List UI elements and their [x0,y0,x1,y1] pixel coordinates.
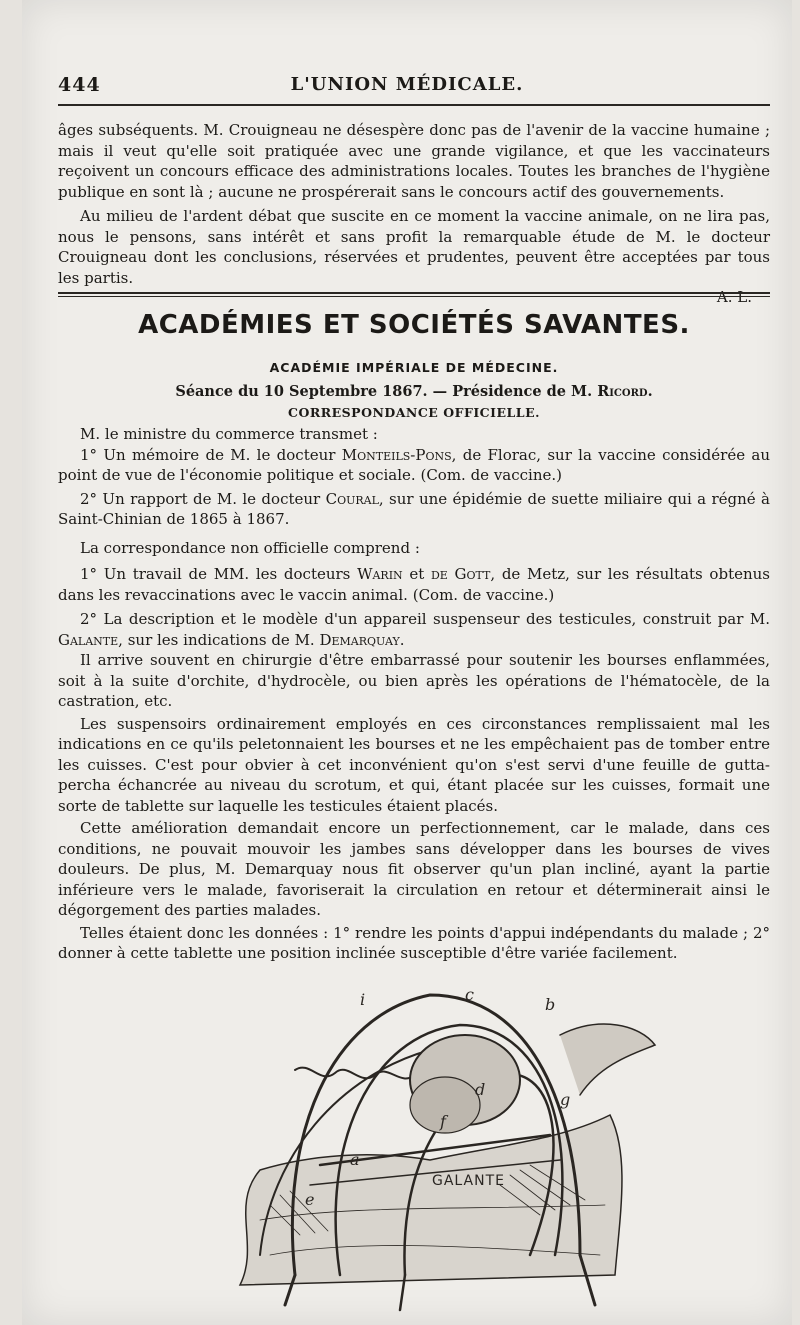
journal-title: L'UNION MÉDICALE. [290,74,524,95]
figure-letter-i: i [360,990,366,1009]
body-paragraph-1: Il arrive souvent en chirurgie d'être embarrassé pour soutenir les bourses enflammées, soit à la suite d'orchite, d'hydrocèle, ou bien après les opérations de l'hématocèle, de la castration, etc. [58,651,770,710]
item-travail: 1° Un travail de MM. les docteurs Warin et de Gott, de Metz, sur les résultats obtenus dans les revaccinations avec le vaccin animal. (Com. de vaccine.) [58,565,770,604]
item-memoire: 1° Un mémoire de M. le docteur Monteils-Pons, de Florac, sur la vaccine considérée au point de vue de l'économie politique et sociale. (Com. de vaccine.) [58,445,770,484]
figure-letter-f: f [440,1112,446,1131]
intro-text [58,120,770,306]
figure-letter-g: g [560,1090,571,1109]
body-paragraph-3: Cette amélioration demandait encore un perfectionnement, car le malade, dans ces conditions, ne pouvait mouvoir les jambes sans développer dans les bourses de vives douleurs. De plus, M. Demarquay nous fit observer qu'un plan incliné, ayant la partie inférieure vers le malade, favoriserait la circulation en retour et déterminerait ainsi le dégorgement des parties malades. [58,819,770,919]
suspensory-apparatus-illustration [200,955,660,1315]
non-official-line: La correspondance non officielle comprend : [80,538,420,557]
intro-paragraph-2: Au milieu de l'ardent débat que suscite en ce moment la vaccine animale, on ne lira pas, nous le pensons, sans intérêt et sans profit la remarquable étude de M. le docteur Crouigneau dont les conclusions, réservées et prudentes, peuvent être acceptées par tous les partis. [58,207,770,287]
item-rapport: 2° Un rapport de M. le docteur Coural, sur une épidémie de suette miliaire qui a régné à Saint-Chinian de 1865 à 1867. [58,489,770,528]
header-rule [58,104,770,106]
seance-line: Séance du 10 Septembre 1867. — Présidence de M. Ricord. [175,383,653,400]
intro-paragraph-1: âges subséquents. M. Crouigneau ne désespère donc pas de l'avenir de la vaccine humaine ; mais il veut qu'elle soit pratiquée avec une grande vigilance, et que les vaccinateurs reçoivent un concours efficace des administrations locales. Toutes les branches de l'hygiène publique en sont là ; aucune ne prospérerait sans le concours actif des gouvernements. [58,121,770,201]
minister-line: M. le ministre du commerce transmet : [80,425,378,443]
academy-name: ACADÉMIE IMPÉRIALE DE MÉDECINE. [269,360,559,375]
figure-letter-c: c [465,985,474,1004]
journal-page [22,0,792,1325]
body-paragraph-4: Telles étaient donc les données : 1° rendre les points d'appui indépendants du malade ; 2° donner à cette tablette une position inclinée susceptible d'être variée facilement. [58,923,770,962]
figure-letter-d: d [475,1080,486,1099]
figure-letter-a: a [350,1150,360,1169]
signature: A. L. [716,288,752,306]
figure-letter-e: e [305,1190,315,1209]
figure-maker-label: GALANTE [432,1173,505,1189]
item-description: 2° La description et le modèle d'un appareil suspenseur des testicules, construit par M. Galante, sur les indications de M. Demarquay. [58,610,770,649]
academy-section [58,310,770,964]
body-paragraph-2: Les suspensoirs ordinairement employés en ces circonstances remplissaient mal les indications en ce qu'ils peletonnaient les bourses et ne les empêchaient pas de tomber entre les cuisses. C'est pour obvier à cet inconvénient qu'on s'est servi d'une feuille de gutta-percha échancrée au niveau du scrotum, et qui, étant placée sur les cuisses, formait une sorte de tablette sur laquelle les testicules étaient placés. [58,714,770,815]
section-rule [58,292,770,294]
section-title: ACADÉMIES ET SOCIÉTÉS SAVANTES. [138,310,690,340]
page-number: 444 [58,74,101,96]
section-rule-thin [58,296,770,297]
figure-letter-b: b [545,995,556,1014]
correspondance-title: CORRESPONDANCE OFFICIELLE. [288,405,540,420]
